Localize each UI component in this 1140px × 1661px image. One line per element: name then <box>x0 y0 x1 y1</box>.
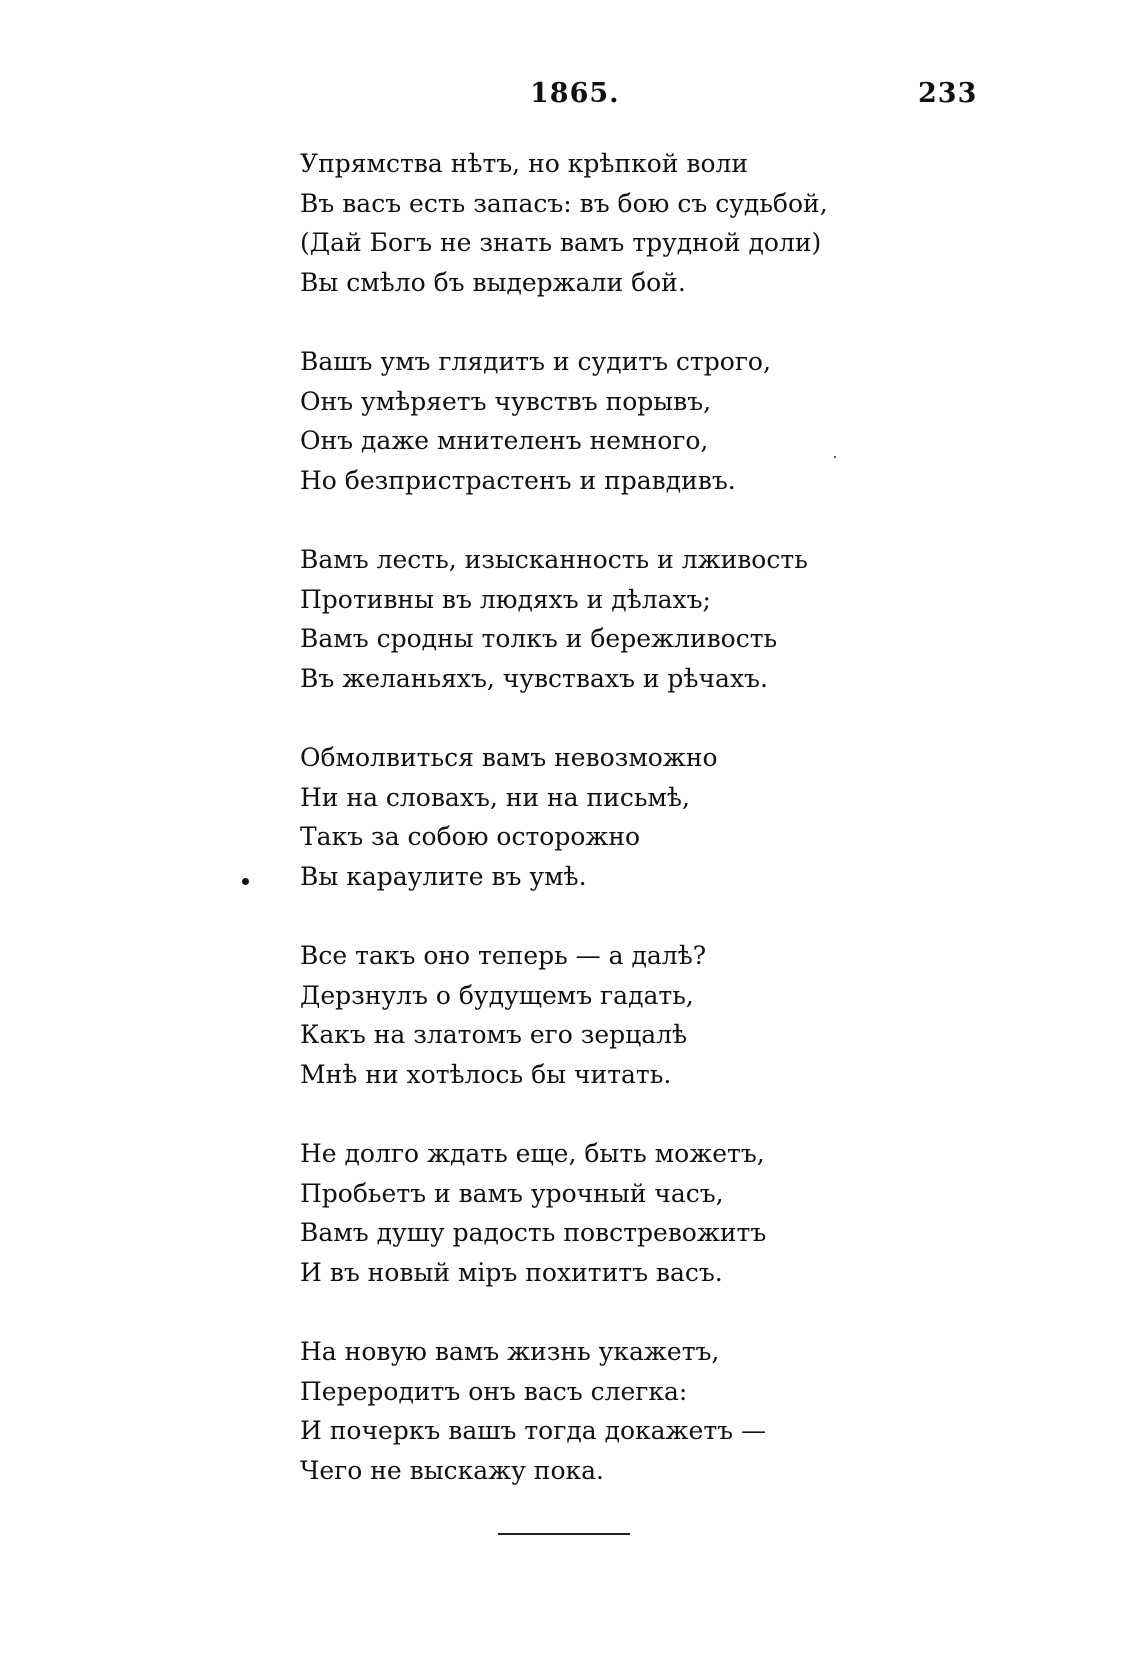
poem-line: Вамъ лесть, изысканность и лживость <box>300 545 808 574</box>
poem-line: Дерзнулъ о будущемъ гадать, <box>300 980 694 1010</box>
poem-line: Какъ на златомъ его зерцалѣ <box>300 1020 688 1049</box>
poem-line: Все такъ оно теперь — а далѣ? <box>300 941 707 970</box>
stanza-1 <box>300 144 1000 302</box>
poem-line: Вашъ умъ глядитъ и судитъ строго, <box>300 347 771 376</box>
poem-line: Въ желаньяхъ, чувствахъ и рѣчахъ. <box>300 663 768 693</box>
poem-line: Упрямства нѣтъ, но крѣпкой воли <box>300 149 749 178</box>
poem-line: Чего не выскажу пока. <box>300 1455 604 1485</box>
ink-dot <box>242 878 249 885</box>
paper-speck <box>834 456 836 458</box>
stanza-7 <box>300 1332 1000 1490</box>
poem-line: Такъ за собою осторожно <box>300 822 641 851</box>
poem-line: Вы караулите въ умѣ. <box>300 861 587 891</box>
poem-line: Вы смѣло бъ выдержали бой. <box>300 267 686 297</box>
poem <box>300 144 1000 1530</box>
poem-line: Вамъ душу радость повстревожитъ <box>300 1218 767 1247</box>
poem-line: Обмолвиться вамъ невозможно <box>300 743 718 772</box>
stanza-4 <box>300 738 1000 896</box>
poem-line: Но безпристрастенъ и правдивъ. <box>300 465 736 495</box>
stanza-2 <box>300 342 1000 500</box>
poem-line: Не долго ждать еще, быть можетъ, <box>300 1139 765 1168</box>
poem-line: Переродитъ онъ васъ слегка: <box>300 1376 688 1406</box>
poem-line: И почеркъ вашъ тогда докажетъ — <box>300 1416 767 1445</box>
poem-line: На новую вамъ жизнь укажетъ, <box>300 1337 720 1366</box>
end-of-poem-rule <box>498 1533 630 1535</box>
poem-line: Онъ даже мнителенъ немного, <box>300 426 709 455</box>
page-number: 233 <box>918 78 978 109</box>
poem-line: Ни на словахъ, ни на письмѣ, <box>300 782 690 812</box>
stanza-3 <box>300 540 1000 698</box>
poem-line: (Дай Богъ не знать вамъ трудной доли) <box>300 228 822 257</box>
poem-line: Мнѣ ни хотѣлось бы читать. <box>300 1059 672 1089</box>
stanza-5 <box>300 936 1000 1094</box>
poem-line: Въ васъ есть запасъ: въ бою съ судьбой, <box>300 188 828 218</box>
poem-line: Пробьетъ и вамъ урочный часъ, <box>300 1178 724 1208</box>
poem-line: Вамъ сродны толкъ и бережливость <box>300 624 778 653</box>
poem-line: Онъ умѣряетъ чувствъ порывъ, <box>300 386 712 416</box>
running-header-year: 1865. <box>530 78 620 109</box>
stanza-6 <box>300 1134 1000 1292</box>
poem-line: И въ новый міръ похититъ васъ. <box>300 1257 723 1287</box>
poem-line: Противны въ людяхъ и дѣлахъ; <box>300 584 711 614</box>
